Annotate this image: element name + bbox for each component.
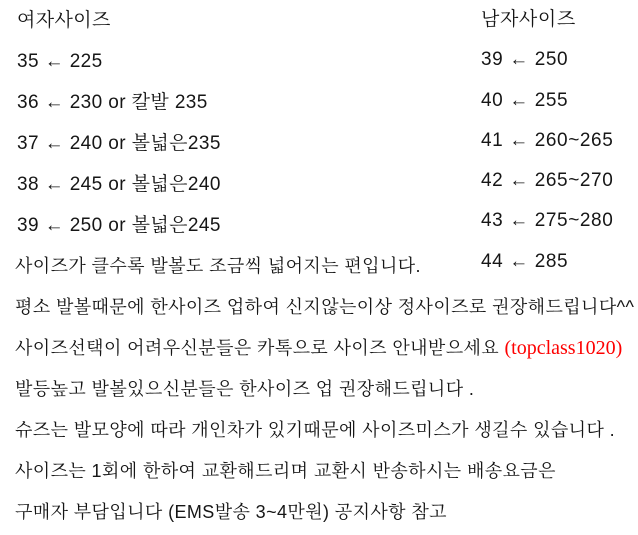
men-size-row: 41 ← 260~265 — [481, 129, 614, 151]
women-size-row: 37 ← 240 or 볼넓은235 — [17, 133, 221, 154]
men-size-row: 39 ← 250 — [481, 49, 569, 71]
women-size-row: 39 ← 250 or 볼넓은245 — [17, 215, 221, 236]
note-line — [15, 328, 635, 369]
men-size-title: 남자사이즈 — [481, 9, 576, 30]
note-text: 사이즈가 클수록 발볼도 조금씩 넓어지는 편입니다. — [15, 256, 421, 276]
women-size-row: 38 ← 245 or 볼넓은240 — [17, 174, 221, 195]
note-text: 구매자 부담입니다 (EMS발송 3~4만원) 공지사항 참고 — [15, 502, 447, 522]
men-size-row: 43 ← 275~280 — [481, 210, 614, 232]
note-line — [15, 492, 635, 533]
note-text: 사이즈선택이 어려우신분들은 카톡으로 사이즈 안내받으세요 — [15, 338, 505, 358]
note-text: 슈즈는 발모양에 따라 개인차가 있기때문에 사이즈미스가 생길수 있습니다 . — [15, 420, 616, 440]
note-line — [15, 369, 635, 410]
women-size-row: 35 ← 225 — [17, 51, 103, 72]
kakao-id-highlight: (topclass1020) — [504, 337, 623, 359]
note-line — [15, 451, 635, 492]
note-line — [15, 410, 635, 451]
women-size-row: 36 ← 230 or 칼발 235 — [17, 92, 208, 113]
note-text: 평소 발볼때문에 한사이즈 업하여 신지않는이상 정사이즈로 권장해드립니다^^ — [15, 297, 635, 317]
note-text: 사이즈는 1회에 한하여 교환해드리며 교환시 반송하시는 배송요금은 — [15, 461, 556, 481]
men-size-row: 42 ← 265~270 — [481, 170, 614, 192]
women-size-title: 여자사이즈 — [17, 10, 111, 31]
men-sizes-column — [481, 0, 613, 282]
note-line — [15, 287, 635, 328]
men-size-row: 44 ← 285 — [481, 250, 569, 272]
note-text: 발등높고 발볼있으신분들은 한사이즈 업 권장해드립니다 . — [15, 379, 475, 399]
men-size-row: 40 ← 255 — [481, 89, 569, 111]
